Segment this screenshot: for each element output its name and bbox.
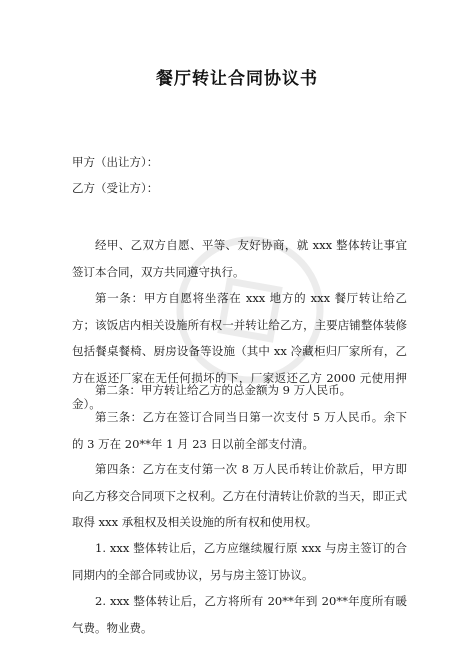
paragraph-text: 经甲、乙双方自愿、平等、友好协商，就 xxx 整体转让事宜签订本合同，双方共同遵守执行。 — [72, 238, 407, 279]
item-1-paragraph — [72, 535, 407, 588]
article-4-paragraph — [72, 456, 407, 536]
paragraph-text: 2. xxx 整体转让后，乙方将所有 20**年到 20**年度所有暖气费。物业费。 — [72, 594, 407, 635]
paragraph-text: 第三条：乙方在签订合同当日第一次支付 5 万人民币。余下的 3 万在 20**年 1 月 23 日以前全部支付清。 — [72, 410, 407, 451]
paragraph-text: 1. xxx 整体转让后，乙方应继续履行原 xxx 与房主签订的合同期内的全部合同或协议，另与房主签订协议。 — [72, 541, 407, 582]
party-b-label: 乙方（受让方）： — [72, 181, 159, 195]
paragraph-text: 第四条：乙方在支付第一次 8 万人民币转让价款后，甲方即向乙方移交合同项下之权利。乙方在付清转让价款的当天，即正式取得 xxx 承租权及相关设施的所有权和使用权。 — [72, 462, 407, 529]
paragraph-text: 第二条：甲方转让给乙方的总金额为 9 万人民币。 — [95, 383, 352, 397]
article-3-paragraph — [72, 404, 407, 457]
article-2-paragraph — [72, 377, 407, 404]
intro-paragraph — [72, 232, 407, 285]
party-a-label: 甲方（出让方）： — [72, 155, 159, 169]
paragraph-text: 第一条：甲方自愿将坐落在 xxx 地方的 xxx 餐厅转让给乙方；该饭店内相关设施所有权一并转让给乙方，主要店铺整体装修包括餐桌餐椅、厨房设备等设施（其中 xx 冷藏柜归厂家所有，乙方在返还厂家在无任何损坏的下，厂家返还乙方 2000 元使用押金）。 — [72, 291, 407, 411]
document-title: 餐厅转让合同协议书 — [156, 69, 318, 89]
item-2-paragraph — [72, 588, 407, 641]
